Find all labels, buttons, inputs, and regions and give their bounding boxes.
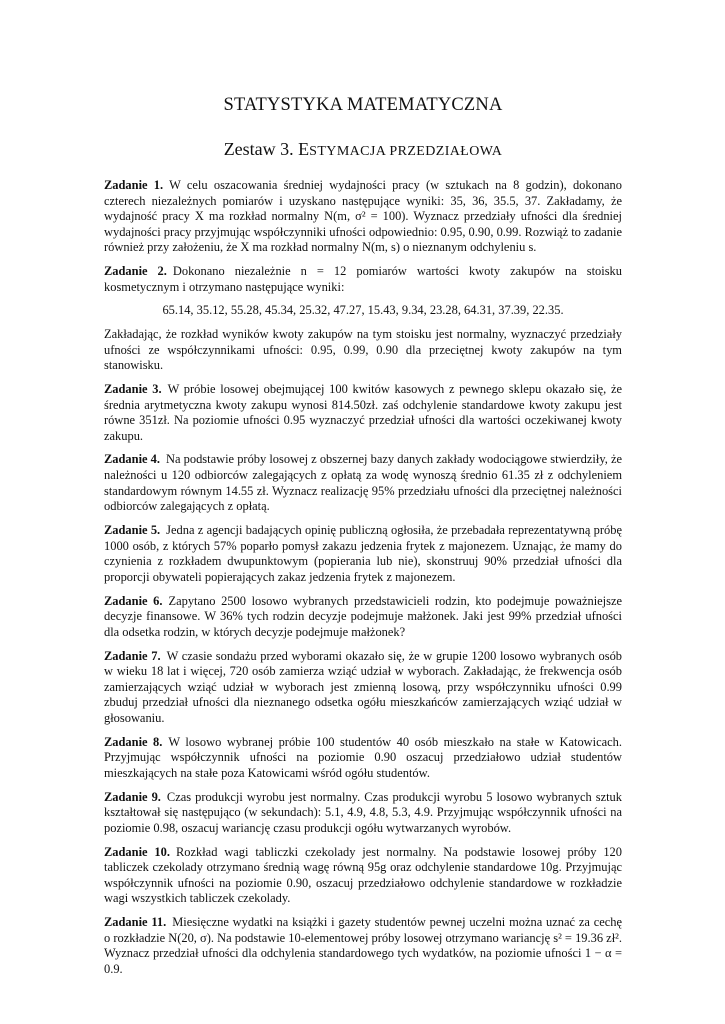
task-text: Dokonano niezależnie n = 12 pomiarów wartości kwoty zakupów na stoisku kosmetycznym i otrzymano następujące wyniki: xyxy=(104,264,622,294)
task-label: Zadanie 4. xyxy=(104,452,161,467)
task-text: W próbie losowej obejmującej 100 kwitów kasowych z pewnego sklepu okazało się, że średnia arytmetyczna kwoty zakupu wynosi 814.50zł. zaś odchylenie standardowe kwoty zakupu jest równe 351zł. Na poziomie ufności 0.95 wyznaczyć przedział ufności dla wartości oczekiwanej kwoty zakupu. xyxy=(104,381,622,443)
task-6 xyxy=(104,594,622,641)
task-3 xyxy=(104,382,622,444)
task-text-after: Zakładając, że rozkład wyników kwoty zakupów na tym stoisku jest normalny, wyznaczyć przedziały ufności ze współczynnikami ufności: 0.95, 0.99, 0.90 dla przeciętnej kwoty zakupów na tym stanowisku. xyxy=(104,326,622,373)
task-7 xyxy=(104,649,622,727)
task-label: Zadanie 2. xyxy=(104,264,167,279)
task-8 xyxy=(104,735,622,782)
document-subtitle xyxy=(104,139,622,160)
task-label: Zadanie 1. xyxy=(104,178,164,192)
task-text: Jedna z agencji badających opinię publiczną ogłosiła, że przebadała reprezentatywną próbę 1000 osób, z których 57% poparło pomysł zakazu jedzenia frytek z majonezem. Uznając, że mamy do czynienia z rozkładem dwupunktowym (popierania lub nie), skonstruuj 90% przedział ufności dla proporcji obywateli popierających zakaz jedzenia frytek z majonezem. xyxy=(104,523,622,584)
task-label: Zadanie 5. xyxy=(104,523,161,538)
task-4 xyxy=(104,452,622,514)
subtitle-lead: Zestaw 3. E xyxy=(223,139,310,159)
document-title: STATYSTYKA MATEMATYCZNA xyxy=(223,95,503,115)
task-text: W losowo wybranej próbie 100 studentów 40 osób mieszkało na stałe w Katowicach. Przyjmując współczynnik ufności na poziomie 0.90 oszacuj przedziałowo udział studentów mieszkających na stałe poza Katowicami wśród ogółu studentów. xyxy=(104,734,622,780)
task-text: Czas produkcji wyrobu jest normalny. Czas produkcji wyrobu 5 losowo wybranych sztuk kształtował się następująco (w sekundach): 5.1, 4.9, 4.8, 5.3, 4.9. Przyjmując współczynnik ufności na poziomie 0.98, oszacuj wariancję czasu produkcji ogółu wytwarzanych wyrobów. xyxy=(104,789,622,835)
task-text: W czasie sondażu przed wyborami okazało się, że w grupie 1200 losowo wybranych osób w wieku 18 lat i więcej, 720 osób zamierza wziąć udział w wyborach. Zakładając, że frekwencja osób zamierzających wziąć udział w wyborach jest zmienną losową, przy współczynniku ufności 0.99 zbuduj przedział ufności dla nieznanego odsetka ogółu mieszkańców zamierzających wziąć udział w głosowaniu. xyxy=(104,648,623,725)
task-label: Zadanie 7. xyxy=(104,648,161,663)
task-label: Zadanie 8. xyxy=(104,734,163,749)
task-text: Rozkład wagi tabliczki czekolady jest normalny. Na podstawie losowej próby 120 tabliczek czekolady otrzymano średnią wagę równą 95g oraz odchylenie standardowe 10g. Przyjmując współczynnik ufności na poziomie 0.90, oszacuj przedziałowo odchylenie standardowe w rozkładzie wagi wszystkich tabliczek czekolady. xyxy=(104,844,622,906)
task-label: Zadanie 9. xyxy=(104,789,161,804)
task-5 xyxy=(104,523,622,585)
task-label: Zadanie 6. xyxy=(104,593,163,608)
page-content xyxy=(104,92,622,986)
task-label: Zadanie 11. xyxy=(104,915,167,930)
task-11 xyxy=(104,915,622,977)
task-2 xyxy=(104,264,622,374)
task-label: Zadanie 3. xyxy=(104,381,162,396)
task-text: Na podstawie próby losowej z obszernej bazy danych zakłady wodociągowe stwierdziły, że należności u 120 odbiorców zalegających z opłatą za wodę wynoszą średnio 61.35 zł z odchyleniem standardowym równym 14.55 zł. Wyznacz realizację 95% przedziału ufności dla przeciętnej należności odbiorców zalegających z opłatą. xyxy=(104,452,623,514)
task-text: Zapytano 2500 losowo wybranych przedstawicieli rodzin, kto podejmuje poważniejsze decyzje finansowe. W 36% tych rodzin decyzje podejmuje małżonek. Jaki jest 99% przedział ufności dla odsetka rodzin, w których decyzje podejmuje małżonek? xyxy=(104,593,623,639)
task-9 xyxy=(104,790,622,837)
task-text: Miesięczne wydatki na książki i gazety studentów pewnej uczelni można uznać za cechę o rozkładzie N(20, σ). Na podstawie 10-elementowej próby losowej otrzymano wariancję s² = 19.36 zł². Wyznacz przedział ufności dla odchylenia standardowego tych wydatków, na poziomie ufności 1 − α = 0.9. xyxy=(104,915,622,976)
task-1 xyxy=(104,178,622,256)
task-data-line: 65.14, 35.12, 55.28, 45.34, 25.32, 47.27, 15.43, 9.34, 23.28, 64.31, 37.39, 22.35. xyxy=(162,303,564,318)
subtitle-rest: STYMACJA PRZEDZIAŁOWA xyxy=(309,144,503,159)
task-text: W celu oszacowania średniej wydajności pracy (w sztukach na 8 godzin), dokonano czterech niezależnych pomiarów i uzyskano następujące wyniki: 35, 36, 35.5, 37. Zakładamy, że wydajność pracy X ma rozkład normalny N(m, σ² = 100). Wyznacz przedziały ufności dla średniej wydajności pracy przyjmując współczynniki ufności odpowiednio: 0.95, 0.90, 0.99. Rozwiąż to zadanie również przy założeniu, że X ma rozkład normalny N(m, s) o nieznanym odchyleniu s. xyxy=(104,178,622,255)
task-10 xyxy=(104,845,622,907)
task-label: Zadanie 10. xyxy=(104,844,170,859)
